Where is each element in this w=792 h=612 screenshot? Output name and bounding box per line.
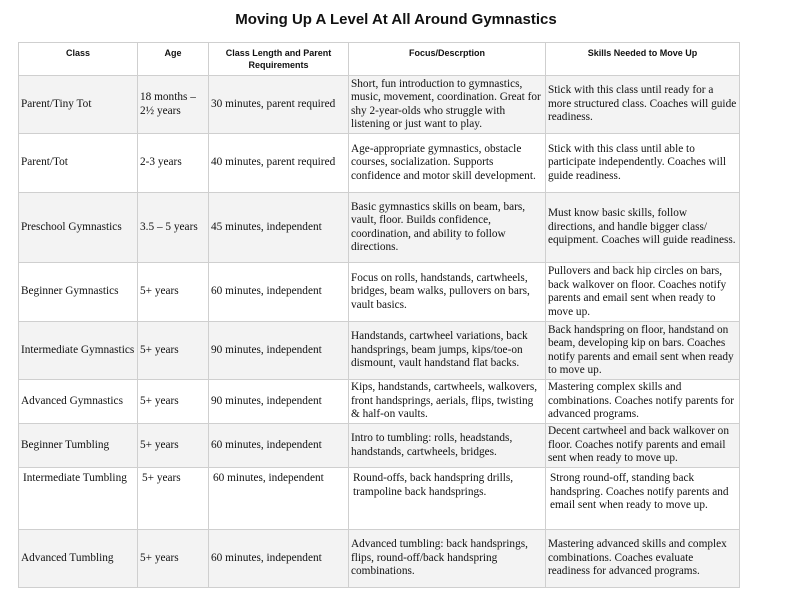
table-row	[19, 530, 740, 588]
cell-length: 60 minutes, independent	[209, 530, 349, 588]
cell-skills: Back handspring on floor, handstand on beam, developing kip on bars. Coaches notify parents and email sent when ready to move up.	[546, 322, 740, 380]
cell-skills: Decent cartwheel and back walkover on floor. Coaches notify parents and email sent when ready to move up.	[546, 424, 740, 468]
cell-skills: Stick with this class until able to participate independently. Coaches will guide readiness.	[546, 134, 740, 193]
cell-length: 90 minutes, independent	[209, 380, 349, 424]
cell-focus: Handstands, cartwheel variations, back handsprings, beam jumps, kips/toe-on dismount, vault handstand flat backs.	[349, 322, 546, 380]
cell-class: Intermediate Tumbling	[19, 468, 138, 530]
cell-class: Advanced Tumbling	[19, 530, 138, 588]
cell-focus: Basic gymnastics skills on beam, bars, vault, floor. Builds confidence, coordination, and ability to follow directions.	[349, 193, 546, 263]
cell-class: Advanced Gymnastics	[19, 380, 138, 424]
table-row	[19, 380, 740, 424]
cell-focus: Short, fun introduction to gymnastics, music, movement, coordination. Great for shy 2-year-olds who struggle with listening or just want to play.	[349, 76, 546, 134]
cell-age: 18 months – 2½ years	[138, 76, 209, 134]
cell-skills: Pullovers and back hip circles on bars, back walkover on floor. Coaches notify parents and email sent when ready to move up.	[546, 263, 740, 322]
cell-length: 60 minutes, independent	[209, 263, 349, 322]
header-length: Class Length and Parent Requirements	[209, 43, 349, 76]
table-row	[19, 76, 740, 134]
cell-age: 5+ years	[138, 424, 209, 468]
cell-class: Parent/Tiny Tot	[19, 76, 138, 134]
cell-skills: Mastering advanced skills and complex combinations. Coaches evaluate readiness for advanced programs.	[546, 530, 740, 588]
table-row	[19, 193, 740, 263]
cell-age: 5+ years	[138, 380, 209, 424]
cell-age: 5+ years	[138, 322, 209, 380]
cell-class: Parent/Tot	[19, 134, 138, 193]
cell-focus: Age-appropriate gymnastics, obstacle courses, socialization. Supports confidence and motor skill development.	[349, 134, 546, 193]
cell-skills: Stick with this class until ready for a more structured class. Coaches will guide readiness.	[546, 76, 740, 134]
cell-length: 60 minutes, independent	[209, 424, 349, 468]
cell-age: 2-3 years	[138, 134, 209, 193]
cell-age: 3.5 – 5 years	[138, 193, 209, 263]
cell-skills: Strong round-off, standing back handspring. Coaches notify parents and email sent when ready to move up.	[546, 468, 740, 530]
document-title: Moving Up A Level At All Around Gymnastics	[235, 11, 557, 28]
cell-age: 5+ years	[138, 530, 209, 588]
table-row	[19, 424, 740, 468]
cell-class: Beginner Tumbling	[19, 424, 138, 468]
levels-table	[18, 42, 740, 588]
cell-age: 5+ years	[138, 468, 209, 530]
cell-focus: Round-offs, back handspring drills, trampoline back handsprings.	[349, 468, 546, 530]
table-row	[19, 263, 740, 322]
cell-focus: Intro to tumbling: rolls, headstands, handstands, cartwheels, bridges.	[349, 424, 546, 468]
cell-class: Beginner Gymnastics	[19, 263, 138, 322]
cell-class: Preschool Gymnastics	[19, 193, 138, 263]
cell-length: 60 minutes, independent	[209, 468, 349, 530]
header-focus: Focus/Descrption	[349, 43, 546, 76]
cell-age: 5+ years	[138, 263, 209, 322]
cell-focus: Kips, handstands, cartwheels, walkovers, front handsprings, aerials, flips, twisting & half-on vaults.	[349, 380, 546, 424]
table-row	[19, 134, 740, 193]
header-skills: Skills Needed to Move Up	[546, 43, 740, 76]
cell-length: 45 minutes, independent	[209, 193, 349, 263]
table-row	[19, 468, 740, 530]
cell-skills: Mastering complex skills and combinations. Coaches notify parents for advanced programs.	[546, 380, 740, 424]
cell-focus: Focus on rolls, handstands, cartwheels, bridges, beam walks, pullovers on bars, vault basics.	[349, 263, 546, 322]
cell-length: 90 minutes, independent	[209, 322, 349, 380]
header-class: Class	[19, 43, 138, 76]
header-row	[19, 43, 740, 76]
table-row	[19, 322, 740, 380]
cell-focus: Advanced tumbling: back handsprings, flips, round-off/back handspring combinations.	[349, 530, 546, 588]
cell-length: 30 minutes, parent required	[209, 76, 349, 134]
cell-class: Intermediate Gymnastics	[19, 322, 138, 380]
cell-skills: Must know basic skills, follow directions, and handle bigger class/ equipment. Coaches will guide readiness.	[546, 193, 740, 263]
header-age: Age	[138, 43, 209, 76]
cell-length: 40 minutes, parent required	[209, 134, 349, 193]
